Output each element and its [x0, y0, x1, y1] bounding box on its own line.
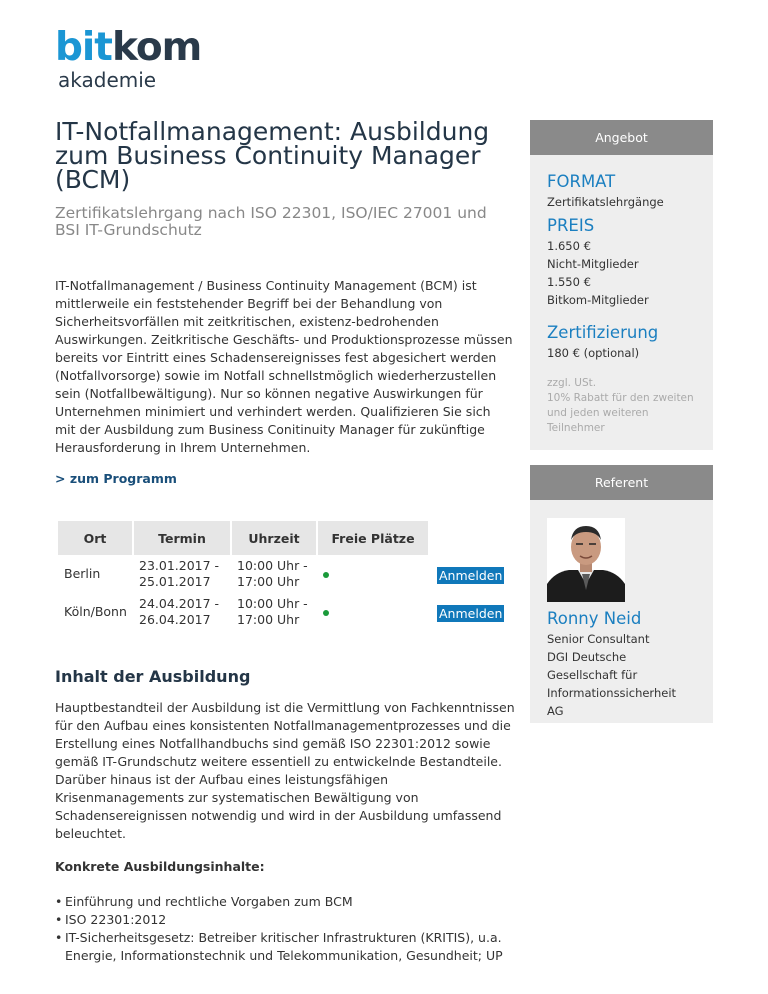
column-header-freie-plaetze: Freie Plätze	[317, 521, 428, 555]
referent-info	[530, 602, 713, 720]
preis-heading: PREIS	[547, 216, 595, 235]
termin-start: 23.01.2017 -	[139, 558, 220, 573]
list-item: • ISO 22301:2012	[65, 911, 515, 929]
zertifizierung-value: 180 € (optional)	[547, 346, 640, 360]
termin-end: 26.04.2017	[139, 612, 211, 627]
bitkom-akademie-logo[interactable]	[55, 25, 202, 92]
cell-ort: Köln/Bonn	[64, 604, 127, 619]
content-text: Hauptbestandteil der Ausbildung ist die Vermittlung von Fachkenntnissen für den Aufbau eines konsistenten Notfallmanagementprozesses und die Erstellung eines Notfallhandbuchs sind gemäß ISO 22301:2012 sowie gemäß IT-Grundschutz weitere essentiell zu entwickelnde Bestandteile. Darüber hinaus ist der Aufbau eines leistungsfähigen Krisenmanagements zur systematischen Bewältigung von Schadensereignissen notwendig und wird in der Ausbildung umfassend beleuchtet.	[55, 700, 515, 841]
cell-freie-plaetze	[317, 555, 428, 593]
table-row	[58, 593, 428, 631]
time-end: 17:00 Uhr	[237, 574, 300, 589]
column-header-termin: Termin	[133, 521, 231, 555]
content-heading: Inhalt der Ausbildung	[55, 667, 251, 686]
list-item: • IT-Sicherheitsgesetz: Betreiber kritischer Infrastrukturen (KRITIS), u.a. Energie, Informationstechnik und Telekommunikation, Gesundheit; UP	[65, 929, 515, 965]
table-header-row	[58, 521, 428, 555]
register-button[interactable]: Anmelden	[439, 606, 503, 621]
preis-label: Nicht-Mitglieder	[547, 257, 639, 271]
cell-termin	[133, 593, 231, 631]
cell-freie-plaetze	[317, 593, 428, 631]
referent-box	[530, 465, 713, 723]
page-subtitle: Zertifikatslehrgang nach ISO 22301, ISO/IEC 27001 und BSI IT-Grundschutz	[55, 204, 487, 239]
portrait-photo	[547, 518, 625, 602]
cell-uhrzeit	[231, 593, 317, 631]
register-button[interactable]: Anmelden	[439, 568, 503, 583]
cell-ort: Berlin	[64, 566, 101, 581]
offer-header: Angebot	[530, 120, 713, 155]
dates-table	[58, 521, 428, 631]
offer-content	[530, 155, 713, 436]
table-row	[58, 555, 428, 593]
offer-box	[530, 120, 713, 450]
logo-kom: kom	[111, 25, 202, 70]
content-list-heading: Konkrete Ausbildungsinhalte:	[55, 859, 265, 874]
column-header-ort: Ort	[58, 521, 133, 555]
referent-role: Senior Consultant	[547, 632, 650, 646]
cell-uhrzeit	[231, 555, 317, 593]
preis-value: 1.550 €	[547, 275, 591, 289]
termin-end: 25.01.2017	[139, 574, 211, 589]
time-end: 17:00 Uhr	[237, 612, 300, 627]
availability-dot-icon	[323, 572, 329, 578]
intro-text: IT-Notfallmanagement / Business Continuity Management (BCM) ist mittlerweile ein feststehender Begriff bei der Behandlung von Sicherheitsvorfällen mit zeitkritischen, existenz-bedrohenden Auswirkungen. Zeitkritische Geschäfts- und Produktionsprozesse müssen bereits vor Eintritt eines Schadensereignisses fest abgesichert werden (Notfallvorsorge) sowie im Notfall schnellstmöglich wiederherzustellen sein (Notfallbewältigung). Nur so können negative Auswirkungen für Unternehmen minimiert und verhindert werden. Qualifizieren Sie sich mit der Ausbildung zum Business Conitinuity Manager für zukünftige Herausforderung in Ihrem Unternehmen.	[55, 278, 513, 455]
format-heading: FORMAT	[547, 172, 616, 191]
referent-organization: DGI Deutsche Gesellschaft für Informationssicherheit AG	[547, 650, 677, 718]
time-start: 10:00 Uhr -	[237, 558, 308, 573]
logo-subtitle: akademie	[58, 68, 157, 92]
logo-wordmark	[55, 25, 202, 70]
zertifizierung-heading: Zertifizierung	[547, 323, 659, 342]
referent-header: Referent	[530, 465, 713, 500]
page-title: IT-Notfallmanagement: Ausbildung zum Business Continuity Manager (BCM)	[55, 117, 490, 194]
offer-note-discount: 10% Rabatt für den zweiten und jeden weiteren Teilnehmer	[547, 392, 694, 434]
program-link[interactable]: > zum Programm	[55, 471, 177, 486]
referent-portrait-image	[547, 518, 625, 602]
column-header-uhrzeit: Uhrzeit	[231, 521, 317, 555]
preis-label: Bitkom-Mitglieder	[547, 293, 649, 307]
cell-termin	[133, 555, 231, 593]
termin-start: 24.04.2017 -	[139, 596, 220, 611]
list-item: • Einführung und rechtliche Vorgaben zum BCM	[65, 893, 515, 911]
referent-name: Ronny Neid	[547, 609, 642, 628]
content-section	[55, 667, 515, 965]
main-column	[55, 117, 515, 486]
offer-note-tax: zzgl. USt.	[547, 377, 597, 389]
content-list	[55, 893, 515, 965]
time-start: 10:00 Uhr -	[237, 596, 308, 611]
preis-value: 1.650 €	[547, 239, 591, 253]
availability-dot-icon	[323, 610, 329, 616]
logo-bit: bit	[55, 25, 112, 70]
format-value: Zertifikatslehrgänge	[547, 195, 664, 209]
